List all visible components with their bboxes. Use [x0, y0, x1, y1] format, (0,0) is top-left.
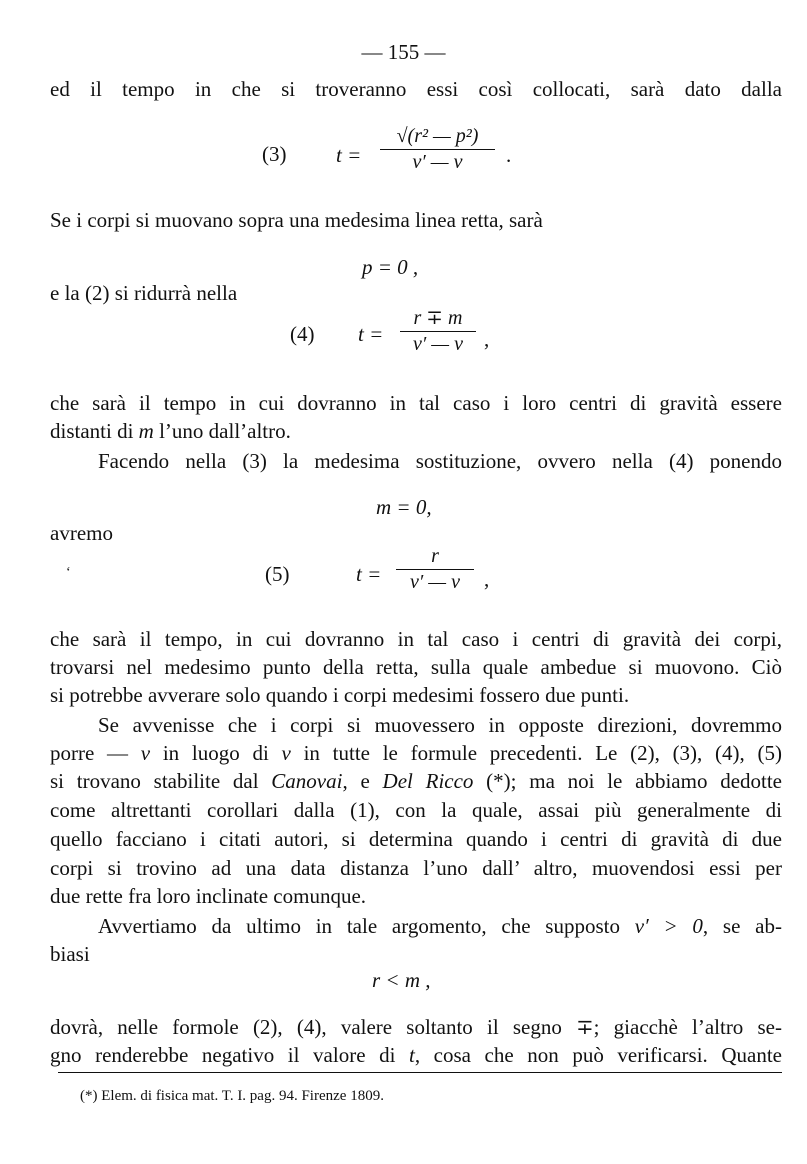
text-line: come altrettanti corollari dalla (1), con la quale, assai più generalmente di — [50, 798, 782, 822]
equation-p-zero: p = 0 , — [362, 255, 419, 279]
denominator: v′ — v — [412, 151, 463, 173]
equation-number: (5) — [265, 562, 290, 586]
text-line: porre — v in luogo di v in tutte le formule precedenti. Le (2), (3), (4), (5) — [50, 741, 782, 765]
text-line: si potrebbe avverare solo quando i corpi medesimi fossero due punti. — [50, 683, 630, 707]
numerator: r — [431, 545, 439, 567]
denominator: v′ — v — [410, 571, 460, 593]
numerator: r ∓ m — [413, 307, 463, 329]
equation-number: (3) — [262, 142, 287, 166]
punctuation: , — [484, 567, 490, 591]
text-line: Se avvenisse che i corpi si muovessero in opposte direzioni, dovremmo — [98, 713, 782, 737]
text-line: che sarà il tempo in cui dovranno in tal caso i loro centri di gravità essere — [50, 391, 782, 415]
text-line: dovrà, nelle formole (2), (4), valere soltanto il segno ∓; giacchè l’altro se- — [50, 1015, 782, 1039]
footnote: (*) Elem. di fisica mat. T. I. pag. 94. Firenze 1809. — [80, 1088, 384, 1104]
equation-lhs: t = — [358, 322, 384, 346]
text-line: e la (2) si ridurrà nella — [50, 281, 238, 305]
fraction-eq3 — [380, 125, 495, 174]
author-name: Canovai — [271, 769, 343, 793]
stray-mark: ‘ — [66, 565, 71, 580]
equation-lhs: t = — [356, 562, 382, 586]
denominator: v′ — v — [413, 333, 463, 355]
punctuation: . — [506, 143, 512, 167]
variable: m — [138, 419, 154, 443]
page-number: — 155 — — [361, 40, 446, 64]
text-line: corpi si trovino ad una data distanza l’uno dall’ altro, muovendosi essi per — [50, 856, 782, 880]
text-line: distanti di m l’uno dall’altro. — [50, 419, 291, 443]
footnote-rule — [58, 1072, 782, 1073]
fraction-eq5 — [396, 545, 474, 594]
text-line: quello facciano i citati autori, si determina quando i centri di gravità di due — [50, 827, 782, 851]
text-line: si trovano stabilite dal Canovai, e Del Ricco (*); ma noi le abbiamo dedotte — [50, 769, 783, 793]
text-line: biasi — [50, 942, 90, 966]
text-line: Se i corpi si muovano sopra una medesima linea retta, sarà — [50, 208, 543, 232]
author-name: Del Ricco — [382, 769, 474, 793]
equation-r-less-m: r < m , — [372, 968, 431, 992]
math-inline: v′ > 0 — [634, 914, 703, 938]
text-line: due rette fra loro inclinate comunque. — [50, 884, 367, 908]
text-line: Avvertiamo da ultimo in tale argomento, che supposto v′ > 0, se ab- — [98, 914, 782, 938]
text-line: gno renderebbe negativo il valore di t, cosa che non può verificarsi. Quante — [50, 1043, 782, 1067]
text-line: ed il tempo in che si troveranno essi così collocati, sarà dato dalla — [50, 77, 782, 101]
variable: v — [140, 741, 151, 765]
numerator: √(r² — p²) — [396, 125, 479, 147]
equation-lhs: t = — [336, 143, 362, 167]
variable: v — [281, 741, 291, 765]
equation-m-zero: m = 0, — [376, 495, 432, 519]
text-line: trovarsi nel medesimo punto della retta, sulla quale ambedue si muovono. Ciò — [50, 655, 782, 679]
text-line: che sarà il tempo, in cui dovranno in tal caso i centri di gravità dei corpi, — [50, 627, 782, 651]
fraction-eq4 — [400, 305, 476, 356]
equation-number: (4) — [290, 322, 315, 346]
variable: t — [409, 1043, 415, 1067]
punctuation: , — [484, 327, 490, 351]
text-line: Facendo nella (3) la medesima sostituzione, ovvero nella (4) ponendo — [98, 449, 782, 473]
text-line: avremo — [50, 521, 113, 545]
